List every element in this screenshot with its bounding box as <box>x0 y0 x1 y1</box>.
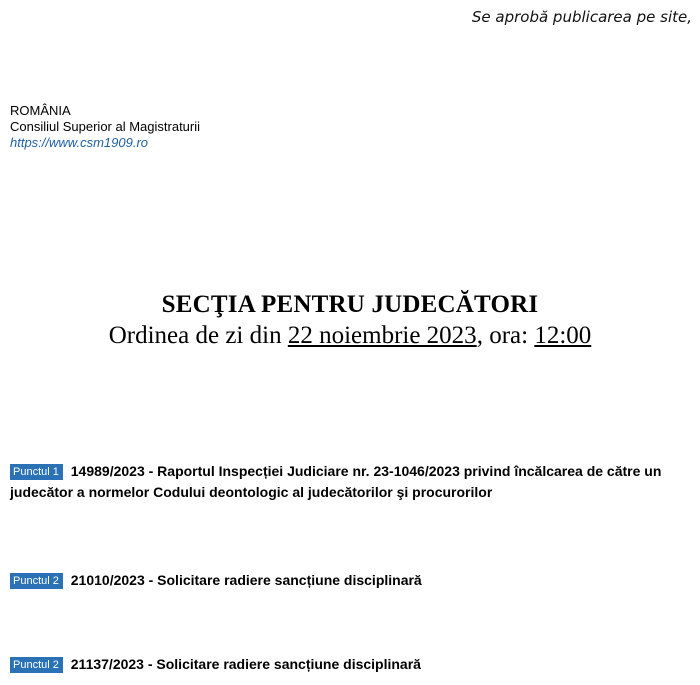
institution-name: Consiliul Superior al Magistraturii <box>10 119 201 134</box>
time-prefix: , ora: <box>476 322 529 349</box>
country-label: ROMÂNIA <box>10 103 71 118</box>
agenda-prefix: Ordinea de zi din <box>108 322 282 349</box>
point-text: 21010/2023 - Solicitare radiere sancțiune disciplinară <box>70 572 422 588</box>
point-badge[interactable]: Punctul 2 <box>10 657 63 673</box>
agenda-point <box>10 570 698 591</box>
website-link[interactable]: https://www.csm1909.ro <box>10 135 148 150</box>
document-header <box>10 103 200 151</box>
point-text: 14989/2023 - Raportul Inspecției Judiciare nr. 23-1046/2023 privind încălcarea de către un judecător a normelor Codului deontologic al judecătorilor şi procurorilor <box>10 463 662 500</box>
section-title: SECŢIA PENTRU JUDECĂTORI <box>161 291 539 318</box>
agenda-line <box>0 320 700 352</box>
point-badge[interactable]: Punctul 2 <box>10 573 63 589</box>
agenda-point <box>10 654 698 675</box>
title-block <box>0 290 700 352</box>
point-text: 21137/2023 - Solicitare radiere sancțiune disciplinară <box>70 656 421 672</box>
point-badge[interactable]: Punctul 1 <box>10 464 63 480</box>
approval-note: Se aprobă publicarea pe site, <box>471 8 692 26</box>
agenda-date: 22 noiembrie 2023 <box>287 322 477 349</box>
agenda-point <box>10 461 698 503</box>
agenda-time: 12:00 <box>534 322 592 349</box>
